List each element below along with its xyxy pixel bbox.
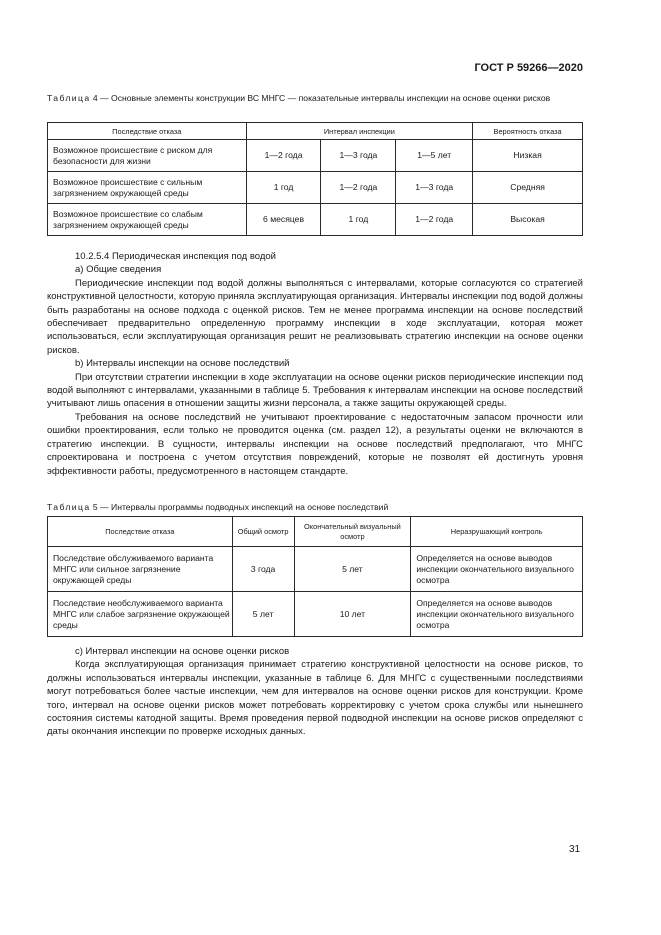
table4-cell-interval: 1—3 года <box>396 172 473 204</box>
paragraph-c1: Когда эксплуатирующая организация принимает стратегию конструктивной целостности на основе рисков, то должны использоваться интервалы инспекции, указанные в таблице 6. Для МНГС с существенными последствиями могут потребоваться более частые инспекции, чем для интервалов на основе оценки рисков для конструкции. Кроме того, интервал на основе оценки рисков может потребовать корректировку с учетом срока службы или нынешнего состояния системы катодной защиты. Время проведения первой подводной инспекции на основе рисков определяют с даты окончания инспекции по проверке исходных данных. <box>47 659 583 738</box>
table5 <box>47 516 583 637</box>
table5-caption-text: 5 — Интервалы программы подводных инспекций на основе последствий <box>90 502 389 512</box>
table-row <box>48 547 583 592</box>
table5-cell-final: 5 лет <box>294 547 411 592</box>
table4-cell-probability: Средняя <box>473 172 583 204</box>
table5-header-consequence: Последствие отказа <box>48 517 233 547</box>
table4-cell-interval: 1 год <box>321 204 396 236</box>
table5-cell-general: 5 лет <box>232 592 294 637</box>
table4-cell-interval: 1 год <box>246 172 321 204</box>
section-text-c <box>47 645 583 739</box>
table4-cell-probability: Высокая <box>473 204 583 236</box>
table-row <box>48 592 583 637</box>
table5-header-general: Общий осмотр <box>232 517 294 547</box>
table5-cell-consequence: Последствие обслуживаемого варианта МНГС или сильное загрязнение окружающей среды <box>48 547 233 592</box>
subsection-a-title: а) Общие сведения <box>75 264 162 276</box>
table4-caption-text: 4 — Основные элементы конструкции ВС МНГС — показательные интервалы инспекции на основе оценки рисков <box>90 93 551 103</box>
paragraph-b1: При отсутствии стратегии инспекции в ходе эксплуатации на основе оценки рисков периодические инспекции под водой выполняют с интервалами, указанными в таблице 5. Требования к интервалам инспекции на основе последствий учитывают лишь опасения в отношении защиты жизни персонала, а также защиты окружающей среды. <box>47 371 583 410</box>
table5-cell-final: 10 лет <box>294 592 411 637</box>
table4-cell-consequence: Возможное происшествие со слабым загрязнением окружающей среды <box>48 204 247 236</box>
table-row <box>48 204 583 236</box>
table4-caption <box>47 93 583 104</box>
table4-cell-interval: 1—3 года <box>321 140 396 172</box>
paragraph-a1: Периодические инспекции под водой должны выполняться с интервалами, которые согласуются со стратегией конструктивной целостности, которую приняла эксплуатирующая организация. Интервалы инспекции под водой должны быть разработаны на основе подхода с оценкой рисков. Тем не менее программа инспекции на основе последствий обеспечивает предварительно определенную программу инспекции в ходе эксплуатации, которая может использоваться, если эксплуатирующая организация решит не реализовывать стратегию инспекции на основе оценки рисков. <box>47 277 583 356</box>
table5-header-row <box>48 517 583 547</box>
table-row <box>48 140 583 172</box>
table4-header-row <box>48 123 583 140</box>
section-heading: 10.2.5.4 Периодическая инспекция под водой <box>75 251 276 262</box>
table5-caption <box>47 502 583 513</box>
subsection-c-title: c) Интервал инспекции на основе оценки рисков <box>75 646 290 657</box>
table5-header-ndt: Неразрушающий контроль <box>411 517 583 547</box>
table4-cell-interval: 1—5 лет <box>396 140 473 172</box>
table5-caption-label: Таблица <box>47 502 91 512</box>
document-id: ГОСТ Р 59266—2020 <box>474 62 583 74</box>
table5-cell-ndt: Определяется на основе выводов инспекции окончательного визуального осмотра <box>411 547 583 592</box>
table4-header-interval: Интервал инспекции <box>246 123 473 140</box>
paragraph-b2: Требования на основе последствий не учитывают проектирование с недостаточным запасом прочности или ошибки проектирования, если только не проводится оценка (см. раздел 12), а результаты оценки не включаются в стратегию инспекции. В сущности, интервалы инспекции на основе последствий предполагают, что МНГС спроектирована и построена с учетом отсутствия повреждений, которые не позволят ей достигнуть уровня эффективности работы, предусмотренного в настоящем стандарте. <box>47 411 583 477</box>
page-number: 31 <box>569 844 581 855</box>
subsection-b-title: b) Интервалы инспекции на основе последствий <box>75 358 290 370</box>
table4-cell-interval: 1—2 года <box>396 204 473 236</box>
section-text-a-b <box>47 250 583 478</box>
table5-cell-consequence: Последствие необслуживаемого варианта МНГС или слабое загрязнение окружающей среды <box>48 592 233 637</box>
table5-header-final: Окончательный визуальный осмотр <box>294 517 411 547</box>
table-row <box>48 172 583 204</box>
table4-caption-label: Таблица <box>47 93 91 103</box>
table4-header-probability: Вероятность отказа <box>473 123 583 140</box>
table4-cell-probability: Низкая <box>473 140 583 172</box>
table4-cell-interval: 1—2 года <box>246 140 321 172</box>
table5-cell-general: 3 года <box>232 547 294 592</box>
table4-header-consequence: Последствие отказа <box>48 123 247 140</box>
table4 <box>47 122 583 236</box>
table4-cell-consequence: Возможное происшествие с риском для безопасности для жизни <box>48 140 247 172</box>
table4-cell-consequence: Возможное происшествие с сильным загрязнением окружающей среды <box>48 172 247 204</box>
table4-cell-interval: 1—2 года <box>321 172 396 204</box>
table5-cell-ndt: Определяется на основе выводов инспекции окончательного визуального осмотра <box>411 592 583 637</box>
table4-cell-interval: 6 месяцев <box>246 204 321 236</box>
